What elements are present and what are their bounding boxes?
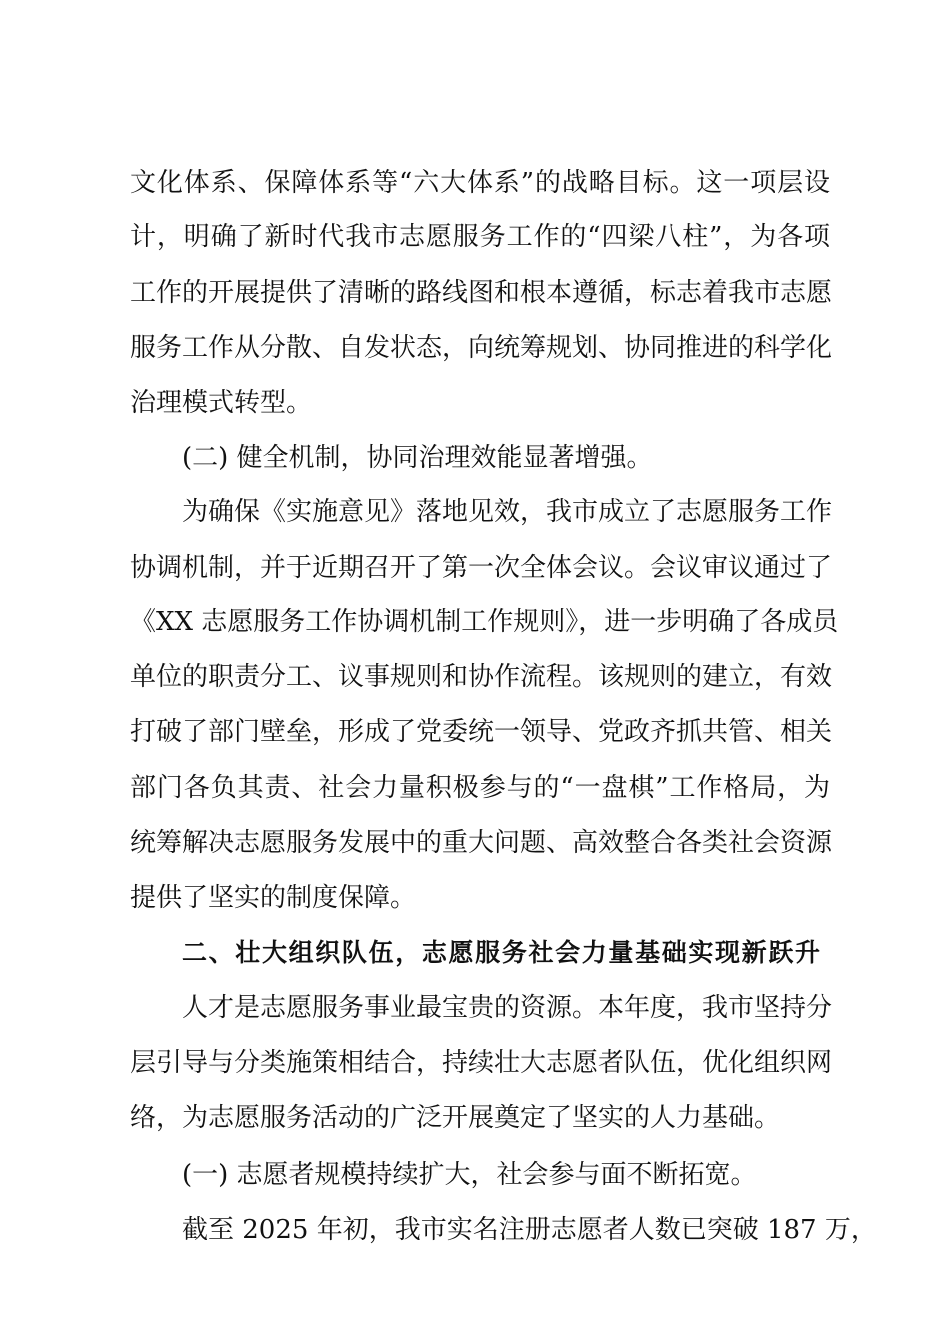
paragraph-line: 人才是志愿服务事业最宝贵的资源。本年度，我市坚持分 bbox=[182, 993, 833, 1023]
paragraph-line: 络，为志愿服务活动的广泛开展奠定了坚实的人力基础。 bbox=[130, 1103, 781, 1133]
paragraph-line: 协调机制，并于近期召开了第一次全体会议。会议审议通过了 bbox=[130, 553, 833, 583]
paragraph-line: 服务工作从分散、自发状态，向统筹规划、协同推进的科学化 bbox=[130, 333, 833, 363]
paragraph-line: 统筹解决志愿服务发展中的重大问题、高效整合各类社会资源 bbox=[130, 828, 833, 858]
paragraph-line: 单位的职责分工、议事规则和协作流程。该规则的建立，有效 bbox=[130, 662, 833, 692]
paragraph-line: 打破了部门壁垒，形成了党委统一领导、党政齐抓共管、相关 bbox=[130, 717, 833, 747]
paragraph-line: 工作的开展提供了清晰的路线图和根本遵循，标志着我市志愿 bbox=[130, 278, 833, 308]
paragraph-line: 为确保《实施意见》落地见效，我市成立了志愿服务工作 bbox=[182, 497, 833, 527]
paragraph-line: 治理模式转型。 bbox=[130, 388, 313, 418]
section-heading: 二、壮大组织队伍，志愿服务社会力量基础实现新跃升 bbox=[182, 938, 820, 967]
subsection-heading: (一) 志愿者规模持续扩大，社会参与面不断拓宽。 bbox=[182, 1160, 757, 1190]
subsection-heading: (二) 健全机制，协同治理效能显著增强。 bbox=[182, 443, 653, 473]
paragraph-line: 层引导与分类施策相结合，持续壮大志愿者队伍，优化组织网 bbox=[130, 1048, 833, 1078]
paragraph-line: 《XX 志愿服务工作协调机制工作规则》，进一步明确了各成员 bbox=[130, 607, 839, 637]
paragraph-line: 截至 2025 年初，我市实名注册志愿者人数已突破 187 万， bbox=[182, 1215, 877, 1245]
paragraph-line: 部门各负其责、社会力量积极参与的“一盘棋”工作格局，为 bbox=[130, 773, 830, 803]
paragraph-line: 提供了坚实的制度保障。 bbox=[130, 883, 417, 913]
paragraph-line: 文化体系、保障体系等“六大体系”的战略目标。这一项层设 bbox=[130, 168, 830, 198]
paragraph-line: 计，明确了新时代我市志愿服务工作的“四梁八柱”，为各项 bbox=[130, 222, 830, 252]
